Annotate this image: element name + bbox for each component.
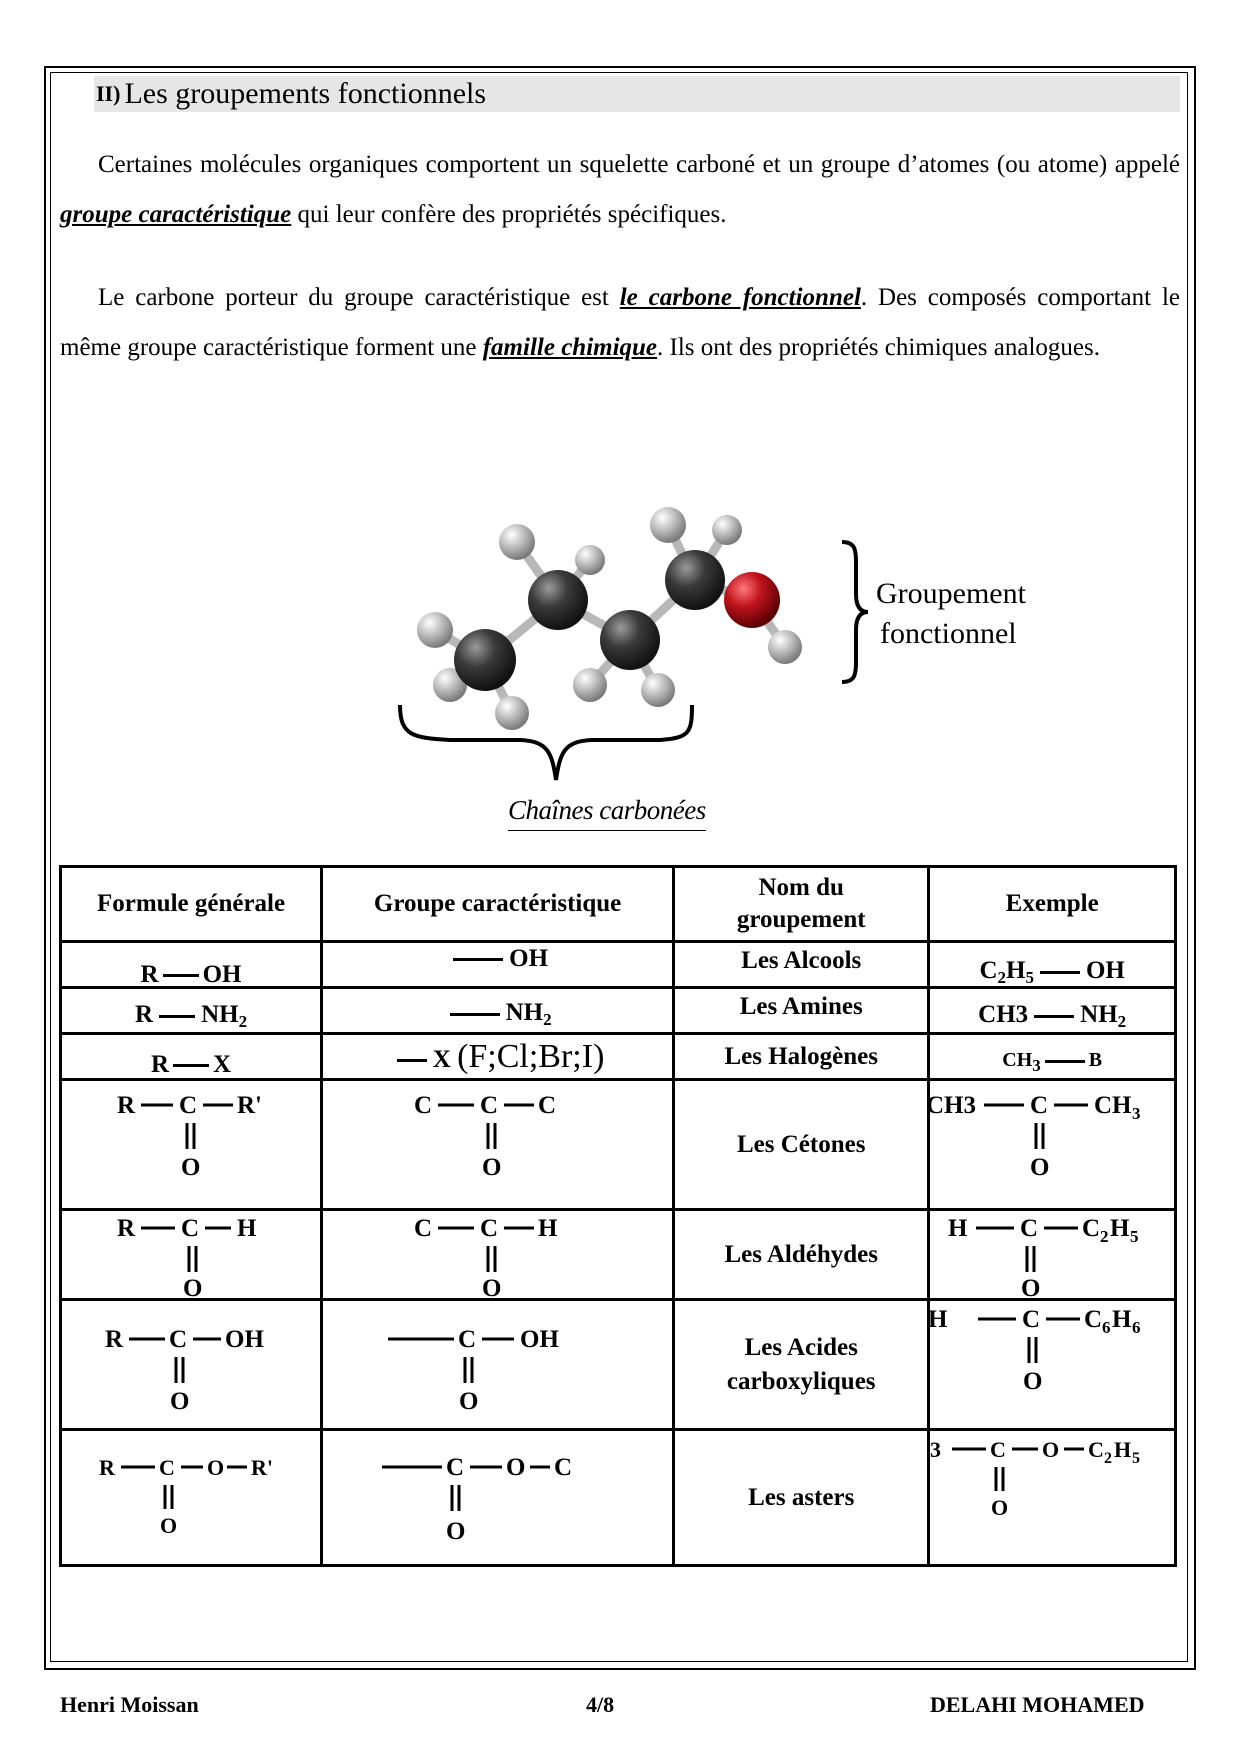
example-halogene: $CH_3$ B: [929, 1034, 1176, 1080]
header-formule: Formule générale: [61, 867, 322, 942]
svg-text:5: 5: [1130, 1226, 1139, 1246]
svg-text:R: R: [117, 1091, 136, 1119]
name-amine: Les Amines: [674, 988, 929, 1034]
table-row: [61, 1430, 1176, 1566]
svg-text:O: O: [1042, 1436, 1060, 1462]
svg-text:O: O: [1023, 1367, 1043, 1395]
svg-text:O: O: [505, 1453, 526, 1481]
svg-text:OH: OH: [225, 1325, 264, 1353]
example-amine: CH3 $NH_2$: [929, 988, 1176, 1034]
svg-text:CH: CH: [1094, 1091, 1132, 1119]
svg-text:O: O: [445, 1517, 466, 1545]
formula-halogene: R X: [61, 1034, 322, 1080]
paragraph-definitions: Le carbone porteur du groupe caractéristique est le carbone fonctionnel. Des composés comportant le même groupe caractéristique forment une famille chimique. Ils ont des propriétés chimiques analogues.: [60, 284, 1181, 361]
svg-text:R: R: [105, 1325, 124, 1353]
svg-text:C: C: [1084, 1305, 1103, 1333]
name-alcool: Les Alcools: [674, 942, 929, 988]
svg-text:O: O: [160, 1512, 178, 1538]
header-nom: Nom du groupement: [674, 867, 929, 942]
svg-text:O: O: [481, 1153, 502, 1181]
example-acide: [929, 1300, 1176, 1430]
term-groupe-caracteristique: groupe caractéristique: [60, 201, 292, 228]
name-halogene: Les Halogènes: [674, 1034, 929, 1080]
svg-text:R: R: [117, 1214, 136, 1242]
svg-text:O: O: [181, 1153, 201, 1181]
svg-text:C: C: [1020, 1214, 1039, 1242]
footer-school: Henri Moissan: [60, 1692, 199, 1717]
svg-text:R': R': [251, 1454, 274, 1480]
svg-text:O: O: [991, 1494, 1009, 1520]
group-alcool: OH: [322, 942, 674, 988]
name-aldehyde: Les Aldéhydes: [674, 1210, 929, 1300]
svg-text:C: C: [1082, 1214, 1101, 1242]
svg-text:R: R: [99, 1454, 115, 1480]
formula-ester: [61, 1430, 322, 1566]
svg-text:H: H: [537, 1214, 558, 1242]
table-row: [61, 1080, 1176, 1210]
formula-aldehyde: [61, 1210, 322, 1300]
table-row: [61, 1034, 1176, 1080]
svg-text:C: C: [537, 1091, 556, 1119]
svg-text:3: 3: [930, 1436, 942, 1462]
group-acide: [322, 1300, 674, 1430]
header-exemple: Exemple: [929, 867, 1176, 942]
svg-text:OH: OH: [519, 1325, 559, 1353]
section-number: II): [96, 81, 121, 106]
formula-amine: R $NH_2$: [61, 988, 322, 1034]
svg-text:C: C: [169, 1325, 188, 1353]
svg-text:H: H: [1110, 1214, 1130, 1242]
label-functional-group: Groupement fonctionnel: [876, 577, 1026, 650]
table-row: [61, 942, 1176, 988]
svg-text:C: C: [457, 1325, 476, 1353]
formula-alcool: R OH: [61, 942, 322, 988]
name-acide: Les Acides carboxyliques: [674, 1300, 929, 1430]
svg-text:CH3: CH3: [926, 1091, 977, 1119]
table-header-row: [61, 867, 1176, 942]
group-ester: [322, 1430, 674, 1566]
section-heading: [94, 76, 1180, 112]
table-row: [61, 988, 1176, 1034]
svg-text:H: H: [1112, 1305, 1132, 1333]
example-alcool: $C_2H_5$ OH: [929, 942, 1176, 988]
label-carbon-chains: Chaînes carbonées: [508, 795, 706, 831]
svg-text:C: C: [1088, 1436, 1105, 1462]
svg-text:H: H: [237, 1214, 257, 1242]
svg-text:R': R': [237, 1091, 263, 1119]
svg-text:O: O: [183, 1274, 203, 1302]
svg-text:H: H: [948, 1214, 968, 1242]
term-famille-chimique: famille chimique: [482, 334, 658, 361]
svg-text:C: C: [445, 1453, 464, 1481]
term-carbone-fonctionnel: le carbone fonctionnel: [619, 284, 861, 311]
svg-text:H: H: [928, 1305, 948, 1333]
functional-groups-table: [59, 865, 1177, 1567]
svg-text:O: O: [170, 1387, 190, 1415]
svg-text:C: C: [159, 1454, 175, 1480]
svg-text:C: C: [479, 1214, 498, 1242]
example-aldehyde: [929, 1210, 1176, 1300]
svg-text:3: 3: [1132, 1103, 1141, 1123]
footer-page-number: 4/8: [586, 1692, 615, 1717]
svg-text:2: 2: [1104, 1449, 1113, 1467]
group-cetone: [322, 1080, 674, 1210]
svg-text:C: C: [553, 1453, 572, 1481]
group-aldehyde: [322, 1210, 674, 1300]
svg-text:O: O: [458, 1387, 479, 1415]
section-title: Les groupements fonctionnels: [124, 77, 487, 110]
formula-cetone: [61, 1080, 322, 1210]
name-cetone: Les Cétones: [674, 1080, 929, 1210]
svg-text:H: H: [1114, 1436, 1132, 1462]
paragraph-intro: Certaines molécules organiques comportent un squelette carboné et un groupe d’atomes (ou atome) appelé groupe caractéristique qui leur confère des propriétés spécifiques.: [60, 151, 1180, 228]
svg-text:2: 2: [1100, 1226, 1109, 1246]
table-row: [61, 1210, 1176, 1300]
table-row: [61, 1300, 1176, 1430]
svg-text:C: C: [413, 1091, 432, 1119]
svg-text:6: 6: [1132, 1317, 1141, 1337]
svg-text:5: 5: [1132, 1449, 1141, 1467]
header-groupe: Groupe caractéristique: [322, 867, 674, 942]
svg-text:C: C: [479, 1091, 498, 1119]
svg-text:O: O: [1021, 1274, 1041, 1302]
group-halogene: X (F;Cl;Br;I): [322, 1034, 674, 1080]
footer-author: DELAHI MOHAMED: [930, 1692, 1145, 1717]
svg-text:O: O: [481, 1274, 502, 1302]
svg-text:C: C: [413, 1214, 432, 1242]
example-ester: [929, 1430, 1176, 1566]
svg-text:C: C: [179, 1091, 198, 1119]
svg-text:C: C: [181, 1214, 200, 1242]
formula-acide: [61, 1300, 322, 1430]
name-ester: Les asters: [674, 1430, 929, 1566]
svg-text:6: 6: [1102, 1317, 1111, 1337]
svg-text:C: C: [1030, 1091, 1049, 1119]
svg-text:C: C: [990, 1436, 1007, 1462]
group-amine: $NH_2$: [322, 988, 674, 1034]
svg-text:C: C: [1022, 1305, 1041, 1333]
svg-text:O: O: [1030, 1153, 1050, 1181]
svg-text:O: O: [207, 1454, 225, 1480]
example-cetone: [926, 1080, 1176, 1210]
molecule-illustration: [390, 470, 850, 850]
